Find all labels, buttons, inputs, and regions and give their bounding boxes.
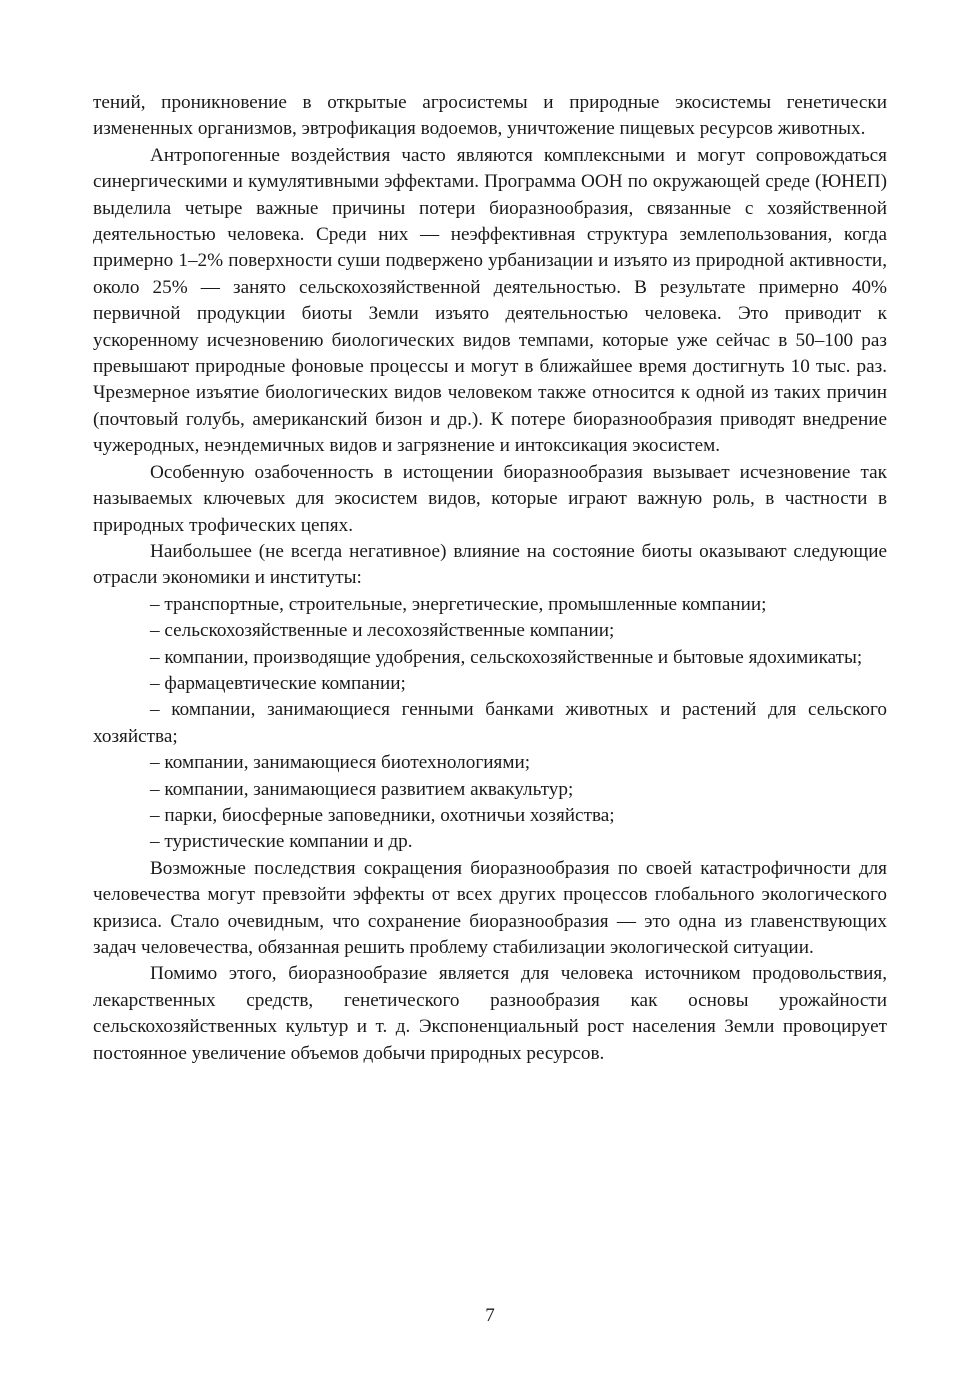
list-item: – фармацевтические компании; (150, 672, 406, 694)
list-item: – транспортные, строительные, энергетические, промышленные компании; (150, 593, 767, 615)
paragraph-resources: Помимо этого, биоразнообразие является для человека источником продовольствия, лекарственных средств, генетического разнообразия как основы урожайности сельскохозяйственных культур и т. д. Экспоненциальный рост населения Земли провоцирует постоянное увеличение объемов добычи природных ресурсов. (93, 963, 887, 1064)
list-item: – сельскохозяйственные и лесохозяйственные компании; (150, 620, 615, 642)
list-item: – компании, занимающиеся развитием аквакультур; (150, 778, 574, 800)
list-item: – компании, занимающиеся генными банками животных и растений для сельского хозяйства; (93, 699, 887, 747)
paragraph-keystone-species: Особенную озабоченность в истощении биоразнообразия вызывает исчезновение так называемых ключевых для экосистем видов, которые играют важную роль, в частности в природных трофических цепях. (93, 461, 887, 536)
paragraph-anthropogenic: Антропогенные воздействия часто являются комплексными и могут сопровождаться синергическими и кумулятивными эффектами. Программа ООН по окружающей среде (ЮНЕП) выделила четыре важные причины потери биоразнообразия, связанные с хозяйственной деятельностью человека. Среди них — неэффективная структура землепользования, когда примерно 1–2% поверхности суши подвержено урбанизации и изъято из природной активности, около 25% — занято сельскохозяйственной деятельностью. В результате примерно 40% первичной продукции биоты Земли изъято деятельностью человека. Это приводит к ускоренному исчезновению биологических видов темпами, которые уже сейчас в 50–100 раз превышают природные фоновые процессы и могут в ближайшее время достигнуть 10 тыс. раз. Чрезмерное изъятие биологических видов человеком также относится к одной из таких причин (почтовый голубь, американский бизон и др.). К потере биоразнообразия приводят внедрение чужеродных, неэндемичных видов и загрязнение и интоксикация экосистем. (93, 144, 887, 457)
page-body (93, 90, 887, 1067)
paragraph-list-intro: Наибольшее (не всегда негативное) влияние на состояние биоты оказывают следующие отрасли экономики и институты: (93, 540, 887, 589)
list-item: – компании, занимающиеся биотехнологиями; (150, 752, 531, 774)
paragraph-continuation: тений, проникновение в открытые агросистемы и природные экосистемы генетически измененных организмов, эвтрофикация водоемов, уничтожение пищевых ресурсов животных. (93, 92, 887, 140)
list-item: – парки, биосферные заповедники, охотничьи хозяйства; (150, 804, 615, 826)
paragraph-consequences: Возможные последствия сокращения биоразнообразия по своей катастрофичности для человечества могут превзойти эффекты от всех других процессов глобального экологического кризиса. Стало очевидным, что сохранение биоразнообразия — это одна из главенствующих задач человечества, обязанная решить проблему стабилизации экологической ситуации. (93, 857, 887, 958)
list-item: – компании, производящие удобрения, сельскохозяйственные и бытовые ядохимикаты; (150, 646, 863, 668)
page-number: 7 (485, 1305, 495, 1326)
list-item: – туристические компании и др. (150, 831, 413, 853)
